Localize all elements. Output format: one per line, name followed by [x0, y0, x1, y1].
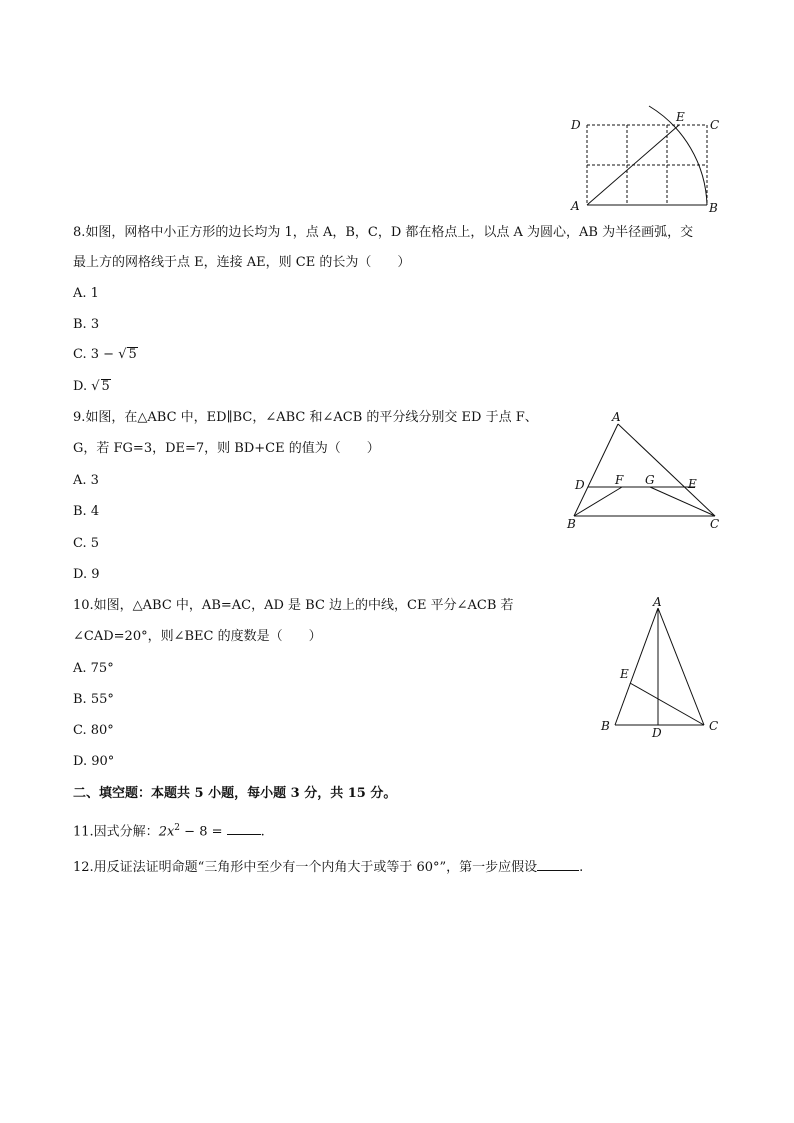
- q10-option-c: C. 80°: [73, 723, 114, 738]
- q10-label-a: A: [653, 595, 662, 609]
- q8-label-e: E: [676, 110, 685, 124]
- q8-option-c-prefix: C. 3 −: [73, 347, 119, 362]
- q9-stem-line2: G，若 FG=3，DE=7，则 BD+CE 的值为（ ）: [73, 441, 380, 456]
- q9-option-a: A. 3: [73, 473, 99, 488]
- q10-option-a: A. 75°: [73, 661, 114, 676]
- q9-label-e: E: [688, 477, 697, 491]
- q8-option-c-radicand: 5: [128, 347, 137, 362]
- q10-option-b: B. 55°: [73, 692, 114, 707]
- q11: [73, 819, 265, 841]
- q8-stem-line2: 最上方的网格线于点 E，连接 AE，则 CE 的长为（ ）: [73, 255, 411, 270]
- q8-option-d-prefix: D.: [73, 379, 92, 394]
- q8-label-a: A: [571, 199, 580, 213]
- q9-label-f: F: [615, 473, 624, 487]
- q11-suffix: .: [260, 824, 265, 840]
- q8-option-c: C. 3 − √ 5: [73, 347, 137, 362]
- q9-figure: [560, 408, 730, 536]
- q9-option-c: C. 5: [73, 536, 100, 551]
- q8-figure: [565, 100, 725, 220]
- q9-label-c: C: [710, 517, 720, 531]
- q11-answer-blank[interactable]: [227, 822, 261, 835]
- q9-label-d: D: [575, 478, 585, 492]
- q11-expr-b: − 8 =: [180, 824, 227, 840]
- q10-label-e: E: [620, 667, 629, 681]
- q8-label-b: B: [709, 201, 718, 215]
- q9-label-b: B: [567, 517, 576, 531]
- q12-answer-blank[interactable]: [537, 858, 579, 871]
- q8-option-d: D. √ 5: [73, 379, 110, 394]
- q10-figure: [595, 592, 725, 740]
- q8-option-a: A. 1: [73, 286, 99, 301]
- q12-suffix: .: [579, 860, 584, 875]
- q12: [73, 858, 583, 877]
- q8-option-b: B. 3: [73, 317, 100, 332]
- q9-label-g: G: [645, 473, 655, 487]
- q10-label-b: B: [601, 719, 610, 733]
- q8-option-d-radicand: 5: [101, 379, 110, 394]
- q11-expr-exp: 2: [174, 823, 181, 833]
- q9-label-a: A: [612, 410, 621, 424]
- q11-expr-a: 2x: [158, 824, 175, 840]
- q8-label-c: C: [710, 118, 720, 132]
- q10-label-d: D: [652, 726, 662, 740]
- q8-stem-line1: 8.如图，网格中小正方形的边长均为 1，点 A，B，C，D 都在格点上，以点 A 为圆心，AB 为半径画弧，交: [73, 225, 694, 240]
- q10-label-c: C: [709, 719, 719, 733]
- q10-stem-line2: ∠CAD=20°，则∠BEC 的度数是（ ）: [73, 629, 322, 644]
- section-2-heading: 二、填空题：本题共 5 小题，每小题 3 分，共 15 分。: [73, 786, 397, 801]
- q9-option-b: B. 4: [73, 504, 100, 519]
- q9-option-d: D. 9: [73, 567, 100, 582]
- q11-prefix: 11.因式分解：: [73, 824, 159, 840]
- q8-label-d: D: [571, 118, 581, 132]
- q12-text: 12.用反证法证明命题“三角形中至少有一个内角大于或等于 60°”，第一步应假设: [73, 860, 538, 875]
- q10-option-d: D. 90°: [73, 754, 115, 769]
- q10-stem-line1: 10.如图，△ABC 中，AB=AC，AD 是 BC 边上的中线，CE 平分∠ACB 若: [73, 598, 514, 613]
- q9-stem-line1: 9.如图，在△ABC 中，ED∥BC，∠ABC 和∠ACB 的平分线分别交 ED 于点 F、: [73, 410, 538, 425]
